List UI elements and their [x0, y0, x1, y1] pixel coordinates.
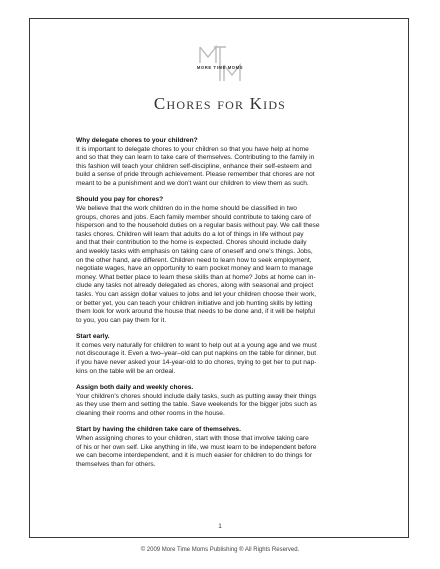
- page-number: 1: [218, 523, 222, 530]
- section-body: Your children’s chores should include daily tasks, such as putting away their things as they use them and setting the table. Save weekends for the bigger jobs such as cleaning their rooms and other rooms in the house.: [76, 392, 317, 417]
- section-body: We believe that the work children do in the home should be classified in two groups, chores and jobs. Each family member should contribute to taking care of hisperson and to the household duties on a regular basis without pay. We call these tasks chores. Children will learn that adults do a lot of things in life without pay and that their contribution to the home is expected. Chores should include daily and weekly tasks with emphasis on taking care of oneself and one’s things. Jobs, on the other hand, are different. Children need to learn how to seek employment, negotiate wages, have an opportunity to earn pocket money and learn to manage money. What better place to learn these skills than at home? Jobs at home can in- clude any tasks not already delegated as chores, along with seasonal and project tasks. You can assign dollar values to jobs and let your children choose their work, or better yet, you can teach your children initiative and job hunting skills by letting them look for work around the house that needs to be done and, if it will be helpful to you, you can pay them for it.: [76, 204, 320, 324]
- section-heading: Should you pay for chores?: [76, 196, 164, 204]
- section-body: It comes very naturally for children to want to help out at a young age and we must not discourage it. Even a two–year–old can put napkins on the table for dinner, but if you have never asked your 14-year-old to do chores, trying to get her to put nap- kins on the table will be an ordeal.: [76, 341, 317, 375]
- section-heading: Start by having the children take care of themselves.: [76, 426, 241, 434]
- copyright-footer: © 2009 More Time Moms Publishing ® All Rights Reserved.: [140, 547, 300, 553]
- document-body: [76, 137, 370, 477]
- section-body: It is important to delegate chores to your children so that you have help at home and so that they can learn to take care of themselves. Contributing to the family in this fashion will teach your children self-discipline, enhance their self-esteem and build a sense of pride through achievement. Please remember that chores are not meant to be a punishment and we don’t want our children to view them as such.: [76, 145, 315, 187]
- page-title: Chores for Kids: [153, 94, 287, 113]
- section-start-early: [76, 333, 370, 376]
- section-heading: Assign both daily and weekly chores.: [76, 384, 194, 392]
- section-heading: Start early.: [76, 333, 110, 341]
- logo: [190, 43, 250, 85]
- mtm-monogram-icon: [190, 43, 250, 85]
- section-pay-for-chores: [76, 196, 370, 325]
- section-heading: Why delegate chores to your children?: [76, 137, 198, 144]
- section-daily-weekly: [76, 384, 370, 418]
- section-body: When assigning chores to your children, start with those that involve taking care of his or her own self. Like anything in life, we must learn to be independent before we can become interdependent, and it is much easier for children to do things for themselves than for others.: [76, 434, 317, 468]
- section-take-care-of-themselves: [76, 426, 370, 469]
- section-why-delegate: [76, 137, 370, 188]
- logo-text: MORE TIME MOMS: [196, 65, 244, 70]
